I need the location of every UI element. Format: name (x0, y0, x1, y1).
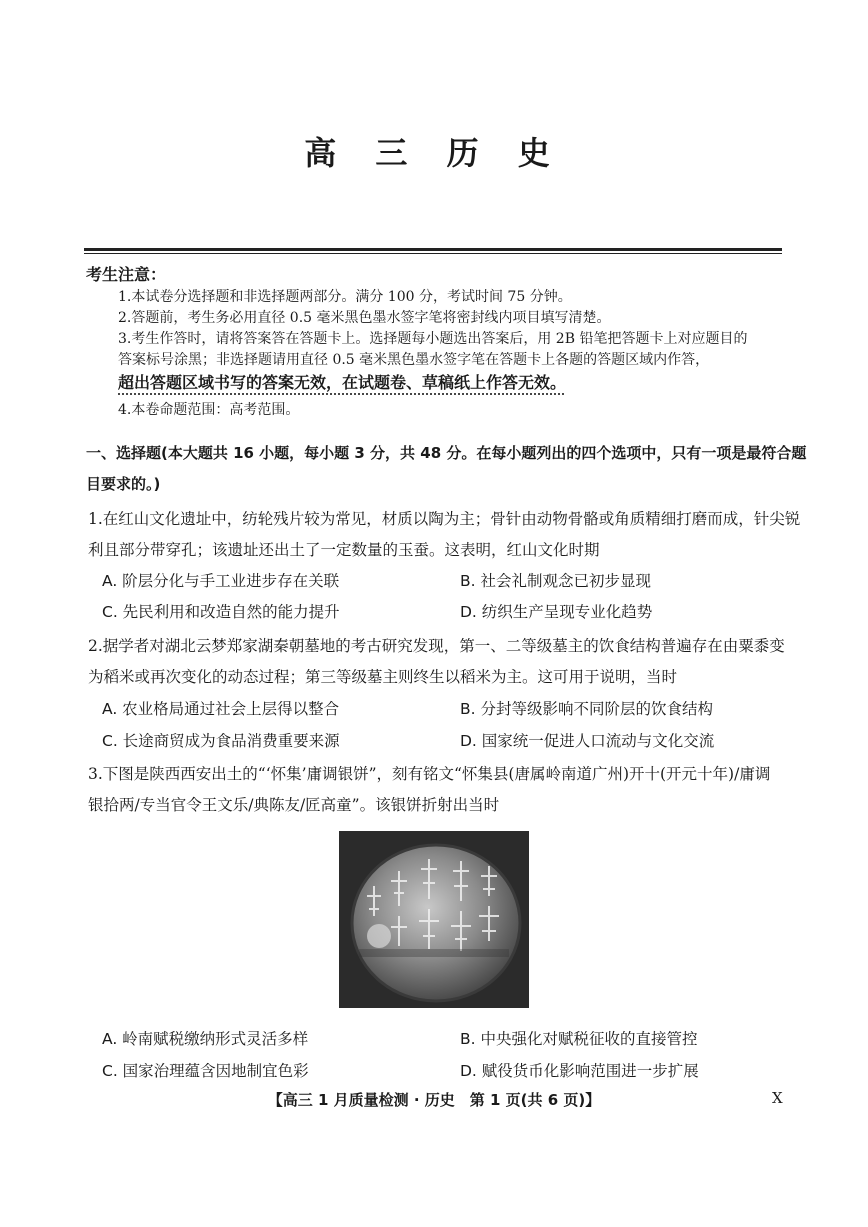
section-heading-1: 一、选择题(本大题共 16 小题，每小题 3 分，共 48 分。在每小题列出的四个选项中，只有一项是最符合题 (86, 444, 807, 462)
notice-line-3b: 答案标号涂黑；非选择题请用直径 0.5 毫米黑色墨水签字笔在答题卡上各题的答题区域内作答， (118, 352, 710, 368)
q3-option-d: D. 赋役货币化影响范围进一步扩展 (460, 1062, 699, 1080)
q1-stem-1: 1.在红山文化遗址中，纺轮残片较为常见，材质以陶为主；骨针由动物骨骼或角质精细打磨而成，针尖锐 (88, 510, 801, 528)
page-footer: 【高三 1 月质量检测 · 历史 第 1 页(共 6 页)】 (267, 1091, 601, 1109)
q3-option-c: C. 国家治理蕴含因地制宜色彩 (102, 1062, 309, 1080)
section-heading-2: 目要求的。) (86, 475, 161, 493)
q2-stem-2: 为稻米或再次变化的动态过程；第三等级墓主则终生以稻米为主。这可用于说明，当时 (88, 668, 678, 686)
q3-stem-2: 银拾两/专当官令王文乐/典陈友/匠高童”。该银饼折射出当时 (88, 796, 500, 814)
q1-option-d: D. 纺织生产呈现专业化趋势 (460, 603, 653, 621)
notice-line-4: 4.本卷命题范围：高考范围。 (118, 402, 300, 418)
q2-option-c: C. 长途商贸成为食品消费重要来源 (102, 732, 340, 750)
q2-stem-1: 2.据学者对湖北云梦郑家湖秦朝墓地的考古研究发现，第一、二等级墓主的饮食结构普遍存在由粟黍变 (88, 637, 785, 655)
q1-option-c: C. 先民利用和改造自然的能力提升 (102, 603, 340, 621)
silver-cake-photo (339, 831, 529, 1008)
q2-option-d: D. 国家统一促进人口流动与文化交流 (460, 732, 715, 750)
notice-line-3a: 3.考生作答时，请将答案答在答题卡上。选择题每小题选出答案后，用 2B 铅笔把答题卡上对应题目的 (118, 331, 748, 347)
notice-line-1: 1.本试卷分选择题和非选择题两部分。满分 100 分，考试时间 75 分钟。 (118, 289, 572, 305)
notice-line-2: 2.答题前，考生务必用直径 0.5 毫米黑色墨水签字笔将密封线内项目填写清楚。 (118, 310, 611, 326)
q1-option-a: A. 阶层分化与手工业进步存在关联 (102, 572, 340, 590)
q3-option-b: B. 中央强化对赋税征收的直接管控 (460, 1030, 698, 1048)
q2-option-b: B. 分封等级影响不同阶层的饮食结构 (460, 700, 713, 718)
q1-option-b: B. 社会礼制观念已初步显现 (460, 572, 651, 590)
q3-stem-1: 3.下图是陕西西安出土的“‘怀集’庸调银饼”，刻有铭文“怀集县(唐属岭南道广州)开十(开元十年)/庸调 (88, 765, 771, 783)
notice-line-3c: 超出答题区域书写的答案无效，在试题卷、草稿纸上作答无效。 (118, 373, 567, 392)
title-divider-thin (84, 253, 782, 254)
q1-stem-2: 利且部分带穿孔；该遗址还出土了一定数量的玉蚕。这表明，红山文化时期 (88, 541, 600, 559)
notice-heading: 考生注意： (86, 265, 167, 284)
page-title: 高 三 历 史 (304, 134, 564, 172)
footer-mark: X (772, 1089, 783, 1107)
q2-option-a: A. 农业格局通过社会上层得以整合 (102, 700, 340, 718)
silver-cake-image (339, 831, 529, 1008)
q3-option-a: A. 岭南赋税缴纳形式灵活多样 (102, 1030, 309, 1048)
title-divider (84, 248, 782, 251)
